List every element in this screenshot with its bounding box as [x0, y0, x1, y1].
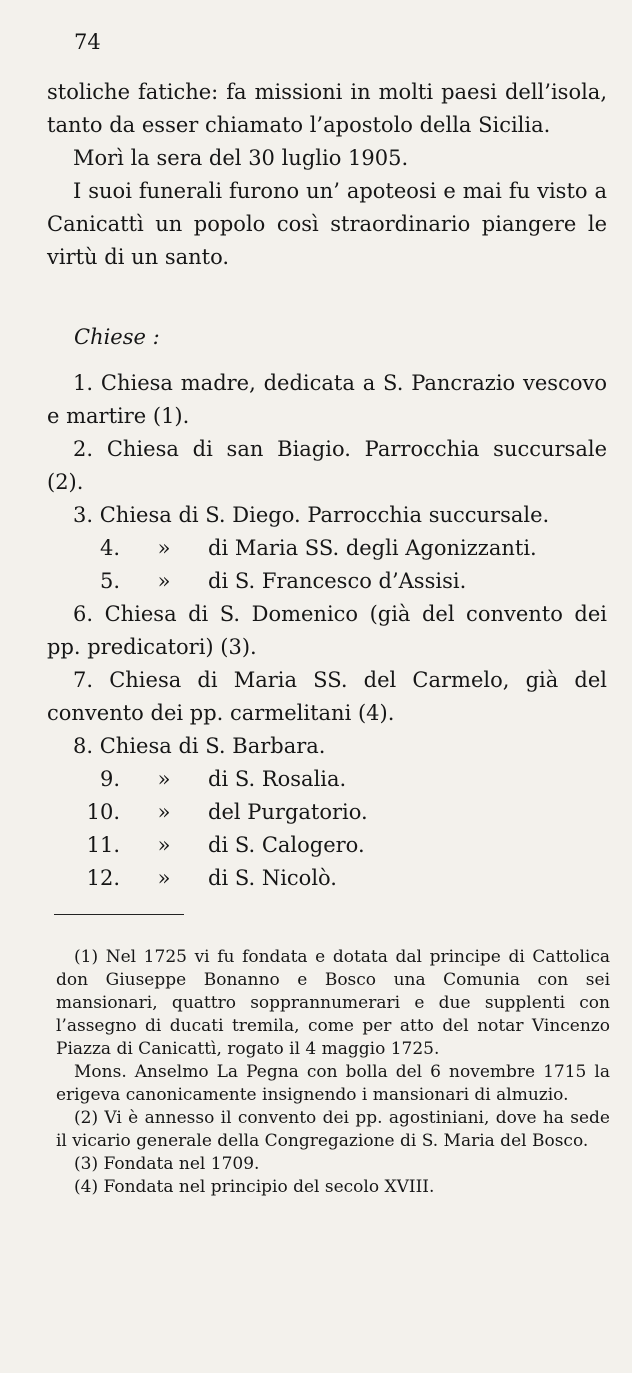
- item-number: 8.: [73, 734, 94, 758]
- list-item: [47, 433, 607, 499]
- item-number: 6.: [73, 602, 94, 626]
- list-item: [47, 763, 607, 796]
- paragraph: I suoi funerali furono un’ apoteosi e mai fu visto a Canicattì un popolo così straordinario piangere le virtù di un santo.: [47, 179, 607, 269]
- item-number: 3.: [73, 503, 94, 527]
- item-text: Chiesa di S. Diego. Parrocchia succursale.: [99, 503, 550, 527]
- ditto-mark: »: [157, 866, 171, 890]
- list-item: [47, 598, 607, 664]
- item-number: 7.: [73, 668, 94, 692]
- intro-text: [47, 76, 607, 274]
- ditto-mark: »: [157, 800, 171, 824]
- item-number: 11.: [86, 833, 120, 857]
- item-number: 10.: [86, 800, 120, 824]
- paragraph: Morì la sera del 30 luglio 1905.: [73, 146, 409, 170]
- item-text: Chiesa di Maria SS. del Carmelo, già del convento dei pp. carmelitani (4).: [47, 668, 607, 725]
- list-item: [47, 367, 607, 433]
- paragraph: stoliche fatiche: fa missioni in molti paesi dell’isola, tanto da esser chiamato l’apostolo della Sicilia.: [47, 80, 607, 137]
- item-text: di S. Rosalia.: [208, 767, 347, 791]
- page-number: 74: [74, 30, 101, 54]
- list-item: [47, 532, 607, 565]
- footnote: Mons. Anselmo La Pegna con bolla del 6 novembre 1715 la erigeva canonicamente insignendo i mansionari di almuzio.: [56, 1062, 610, 1105]
- item-text: Chiesa madre, dedicata a S. Pancrazio vescovo e martire (1).: [47, 371, 607, 428]
- list-item: [47, 565, 607, 598]
- footnote: (4) Fondata nel principio del secolo XVIII.: [74, 1177, 435, 1197]
- footnotes: [56, 946, 610, 1199]
- item-text: Chiesa di S. Domenico (già del convento dei pp. predicatori) (3).: [47, 602, 607, 659]
- item-text: Chiesa di S. Barbara.: [99, 734, 326, 758]
- church-list: [47, 367, 607, 895]
- list-item: [47, 499, 607, 532]
- footnote: (1) Nel 1725 vi fu fondata e dotata dal principe di Cattolica don Giuseppe Bonanno e Bosco una Comunia con sei mansionari, quattro sopprannumerari e due supplenti con l’assegno di ducati tremila, come per atto del notar Vincenzo Piazza di Canicattì, rogato il 4 maggio 1725.: [56, 947, 610, 1059]
- ditto-mark: »: [157, 569, 171, 593]
- list-item: [47, 664, 607, 730]
- item-number: 4.: [99, 536, 120, 560]
- section-heading: Chiese :: [74, 325, 160, 349]
- ditto-mark: »: [157, 767, 171, 791]
- item-number: 5.: [99, 569, 120, 593]
- footnote: (3) Fondata nel 1709.: [74, 1154, 260, 1174]
- footnote: (2) Vi è annesso il convento dei pp. agostiniani, dove ha sede il vicario generale della Congregazione di S. Maria del Bosco.: [56, 1108, 610, 1151]
- item-text: di S. Francesco d’Assisi.: [208, 569, 467, 593]
- item-text: di S. Calogero.: [208, 833, 365, 857]
- list-item: [47, 862, 607, 895]
- item-text: di S. Nicolò.: [208, 866, 337, 890]
- footnote-separator: [54, 914, 184, 915]
- item-number: 1.: [73, 371, 94, 395]
- item-number: 12.: [86, 866, 120, 890]
- list-item: [47, 730, 607, 763]
- item-text: del Purgatorio.: [208, 800, 368, 824]
- item-text: Chiesa di san Biagio. Parrocchia succursale (2).: [47, 437, 607, 494]
- list-item: [47, 796, 607, 829]
- ditto-mark: »: [157, 536, 171, 560]
- list-item: [47, 829, 607, 862]
- item-text: di Maria SS. degli Agonizzanti.: [208, 536, 537, 560]
- ditto-mark: »: [157, 833, 171, 857]
- item-number: 2.: [73, 437, 94, 461]
- item-number: 9.: [99, 767, 120, 791]
